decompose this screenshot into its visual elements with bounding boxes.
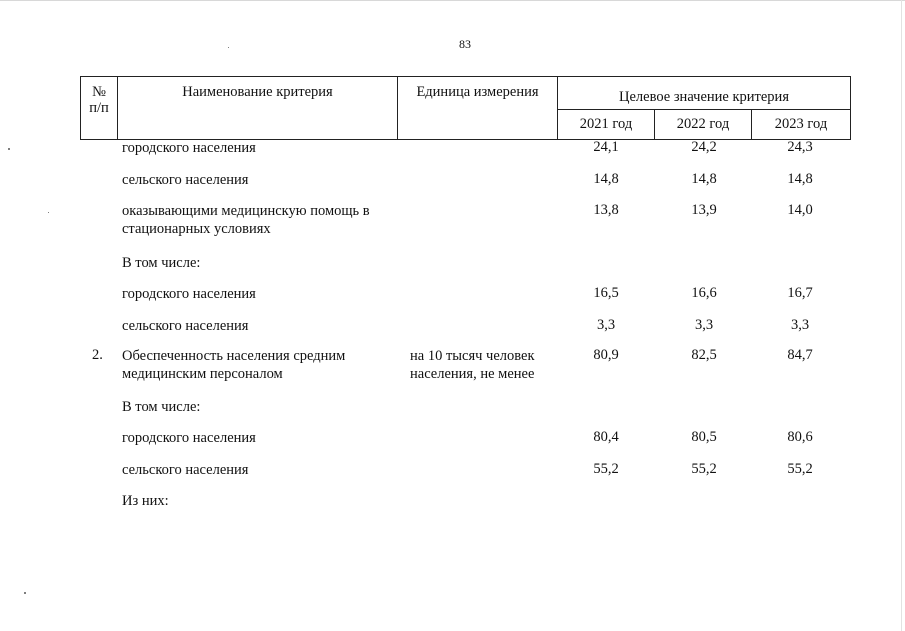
row-criterion: городского населения [122,286,256,302]
row-value-2021: 80,4 [593,429,619,445]
row-value-2021: 14,8 [593,171,619,187]
row-criterion: сельского населения [122,172,249,188]
row-value-2022: 24,2 [691,139,717,155]
row-criterion: оказывающими медицинскую помощь в стационарных условиях [122,203,370,237]
row-criterion: городского населения [122,140,256,156]
row-criterion: городского населения [122,430,256,446]
row-criterion: сельского населения [122,462,249,478]
row-value-2022: 13,9 [691,202,717,218]
header-unit: Единица измерения [398,77,558,140]
row-unit: на 10 тысяч человек населения, не менее [410,348,535,382]
header-criterion-name: Наименование критерия [118,77,398,140]
row-value-2022: 3,3 [694,317,714,333]
header-target-value: Целевое значение критерия [558,77,851,110]
row-value-2023: 84,7 [787,347,813,363]
header-number-pp: п/п [89,100,109,116]
header-year-2021: 2021 год [558,110,655,140]
row-value-2023: 80,6 [787,429,813,445]
row-value-2021: 55,2 [593,461,619,477]
row-value-2023: 3,3 [790,317,810,333]
row-value-2021: 24,1 [593,139,619,155]
row-value-2022: 82,5 [691,347,717,363]
row-criterion: В том числе: [122,255,201,271]
row-value-2021: 3,3 [596,317,616,333]
row-criterion: Обеспеченность населения средним медицинским персоналом [122,348,346,382]
row-value-2023: 24,3 [787,139,813,155]
row-number: 2. [92,347,103,363]
row-value-2023: 55,2 [787,461,813,477]
row-criterion: В том числе: [122,399,201,415]
row-criterion: сельского населения [122,318,249,334]
page-number: 83 [459,37,471,51]
row-value-2021: 80,9 [593,347,619,363]
header-year-2023: 2023 год [752,110,851,140]
row-value-2021: 16,5 [593,285,619,301]
row-criterion: Из них: [122,493,169,509]
row-value-2023: 14,8 [787,171,813,187]
row-value-2022: 55,2 [691,461,717,477]
row-value-2023: 14,0 [787,202,813,218]
row-value-2022: 80,5 [691,429,717,445]
row-value-2021: 13,8 [593,202,619,218]
header-number-sign: № [92,84,106,100]
header-year-2022: 2022 год [655,110,752,140]
row-value-2022: 16,6 [691,285,717,301]
row-value-2022: 14,8 [691,171,717,187]
row-value-2023: 16,7 [787,285,813,301]
